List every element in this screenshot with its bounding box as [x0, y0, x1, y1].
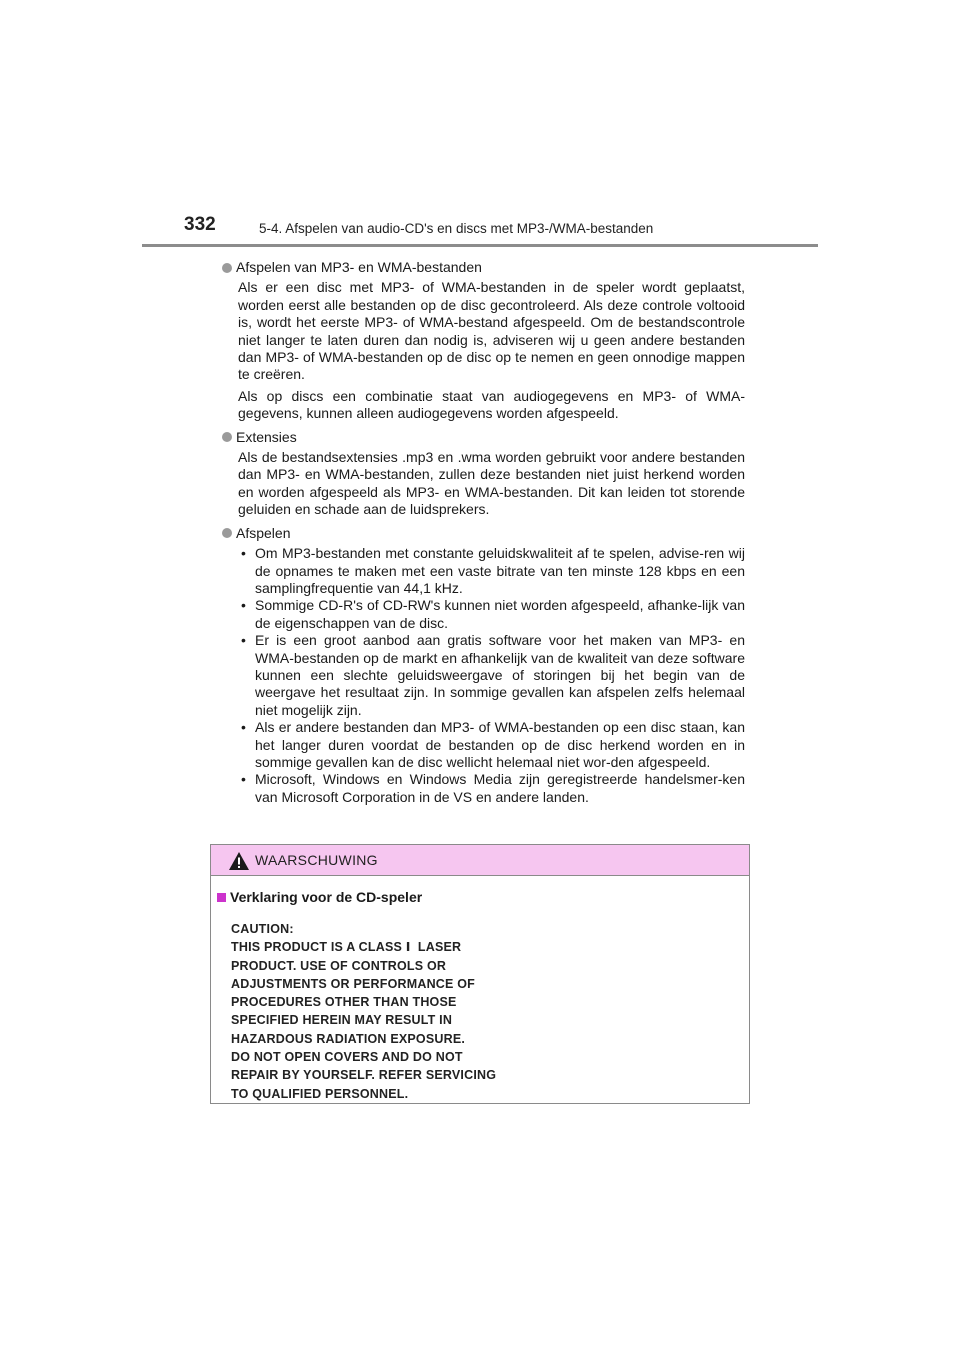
caution-line: CAUTION: — [231, 922, 294, 936]
caution-line: HAZARDOUS RADIATION EXPOSURE. — [231, 1031, 466, 1046]
caution-line: DO NOT OPEN COVERS AND DO NOT — [231, 1050, 463, 1065]
page-number: 332 — [184, 214, 216, 235]
list-item: • Microsoft, Windows en Windows Media zijn geregistreerde handelsmer-ken van Microsoft Corporation in de VS en andere landen. — [238, 771, 745, 806]
square-marker-icon — [217, 893, 226, 902]
caution-line: THIS PRODUCT IS A CLASS Ⅰ LASER — [231, 940, 462, 955]
section-heading — [222, 429, 745, 446]
warning-triangle-icon — [228, 851, 250, 871]
section-title: 5-4. Afspelen van audio-CD's en discs met MP3-/WMA-bestanden — [259, 221, 654, 236]
bullet-dot-icon — [222, 528, 232, 538]
list-item: • Sommige CD-R's of CD-RW's kunnen niet worden afgespeeld, afhanke-lijk van de eigenschappen van de disc. — [238, 597, 745, 632]
list-item: • Als er andere bestanden dan MP3- of WMA-bestanden op een disc staan, kan het langer duren voordat de bestanden op de disc herkend worden en in sommige gevallen kan de disc wellicht helemaal niet wor-den afgespeeld. — [238, 719, 745, 771]
list-item: • Er is een groot aanbod aan gratis software voor het maken van MP3- en WMA-bestanden op de markt en afhankelijk van de kwaliteit van deze software kunnen een slechte geluidsweergave of storingen bij het begin van de weergave het resultaat zijn. In sommige gevallen kan afspelen zelfs helemaal niet mogelijk zijn. — [238, 632, 745, 719]
warning-title: WAARSCHUWING — [255, 852, 378, 868]
caution-line: PROCEDURES OTHER THAN THOSE — [231, 995, 457, 1010]
caution-line: SPECIFIED HEREIN MAY RESULT IN — [231, 1013, 453, 1028]
list-item: • Om MP3-bestanden met constante geluidskwaliteit af te spelen, advise-ren wij de opnames te maken met een vaste bitrate van ten minste 128 kbps en een samplingfrequentie van 44,1 kHz. — [238, 545, 745, 597]
section-heading-text: Afspelen van MP3- en WMA-bestanden — [236, 259, 482, 275]
caution-line: PRODUCT. USE OF CONTROLS OR — [231, 958, 447, 973]
warning-header — [211, 845, 749, 876]
section-mp3-wma — [222, 259, 745, 423]
caution-line: ADJUSTMENTS OR PERFORMANCE OF — [231, 976, 476, 991]
section-extensies — [222, 429, 745, 519]
main-content — [222, 256, 745, 812]
caution-label — [231, 920, 496, 1103]
warning-box — [210, 844, 750, 1104]
section-heading-text: Extensies — [236, 428, 297, 445]
paragraph: Als er een disc met MP3- of WMA-bestanden in de speler wordt geplaatst, worden eerst alle bestanden op de disc gecontroleerd. Als deze controle voltooid is, wordt het eerste MP3- of WMA-bestand afgespeeld. Om de bestandscontrole niet langer te laten duren dan nodig is, adviseren wij u geen andere bestanden dan MP3- of WMA-bestanden op de disc op te nemen en geen onnodige mappen te creëren. — [238, 279, 745, 383]
bullet-dot-icon — [222, 263, 232, 273]
paragraph: Als de bestandsextensies .mp3 en .wma worden gebruikt voor andere bestanden dan MP3- en WMA-bestanden, zullen deze bestanden niet juist herkend worden en worden afgespeeld als MP3- en WMA-bestanden. Dit kan leiden tot storende geluiden en schade aan de luidsprekers. — [238, 449, 745, 518]
paragraph: Als op discs een combinatie staat van audiogegevens en MP3- of WMA-gegevens, kunnen alleen audiogegevens worden afgespeeld. — [238, 387, 745, 422]
caution-line: TO QUALIFIED PERSONNEL. — [231, 1086, 409, 1101]
page-header — [0, 0, 960, 250]
header-divider — [142, 244, 818, 247]
section-heading-text: Afspelen — [236, 524, 291, 541]
warning-subheading — [217, 889, 422, 905]
caution-line: REPAIR BY YOURSELF. REFER SERVICING — [231, 1068, 497, 1083]
warning-subheading-text: Verklaring voor de CD-speler — [230, 889, 423, 905]
afspelen-list — [238, 545, 745, 806]
section-afspelen — [222, 525, 745, 807]
bullet-dot-icon — [222, 432, 232, 442]
section-heading — [222, 525, 745, 542]
section-heading — [222, 259, 745, 276]
